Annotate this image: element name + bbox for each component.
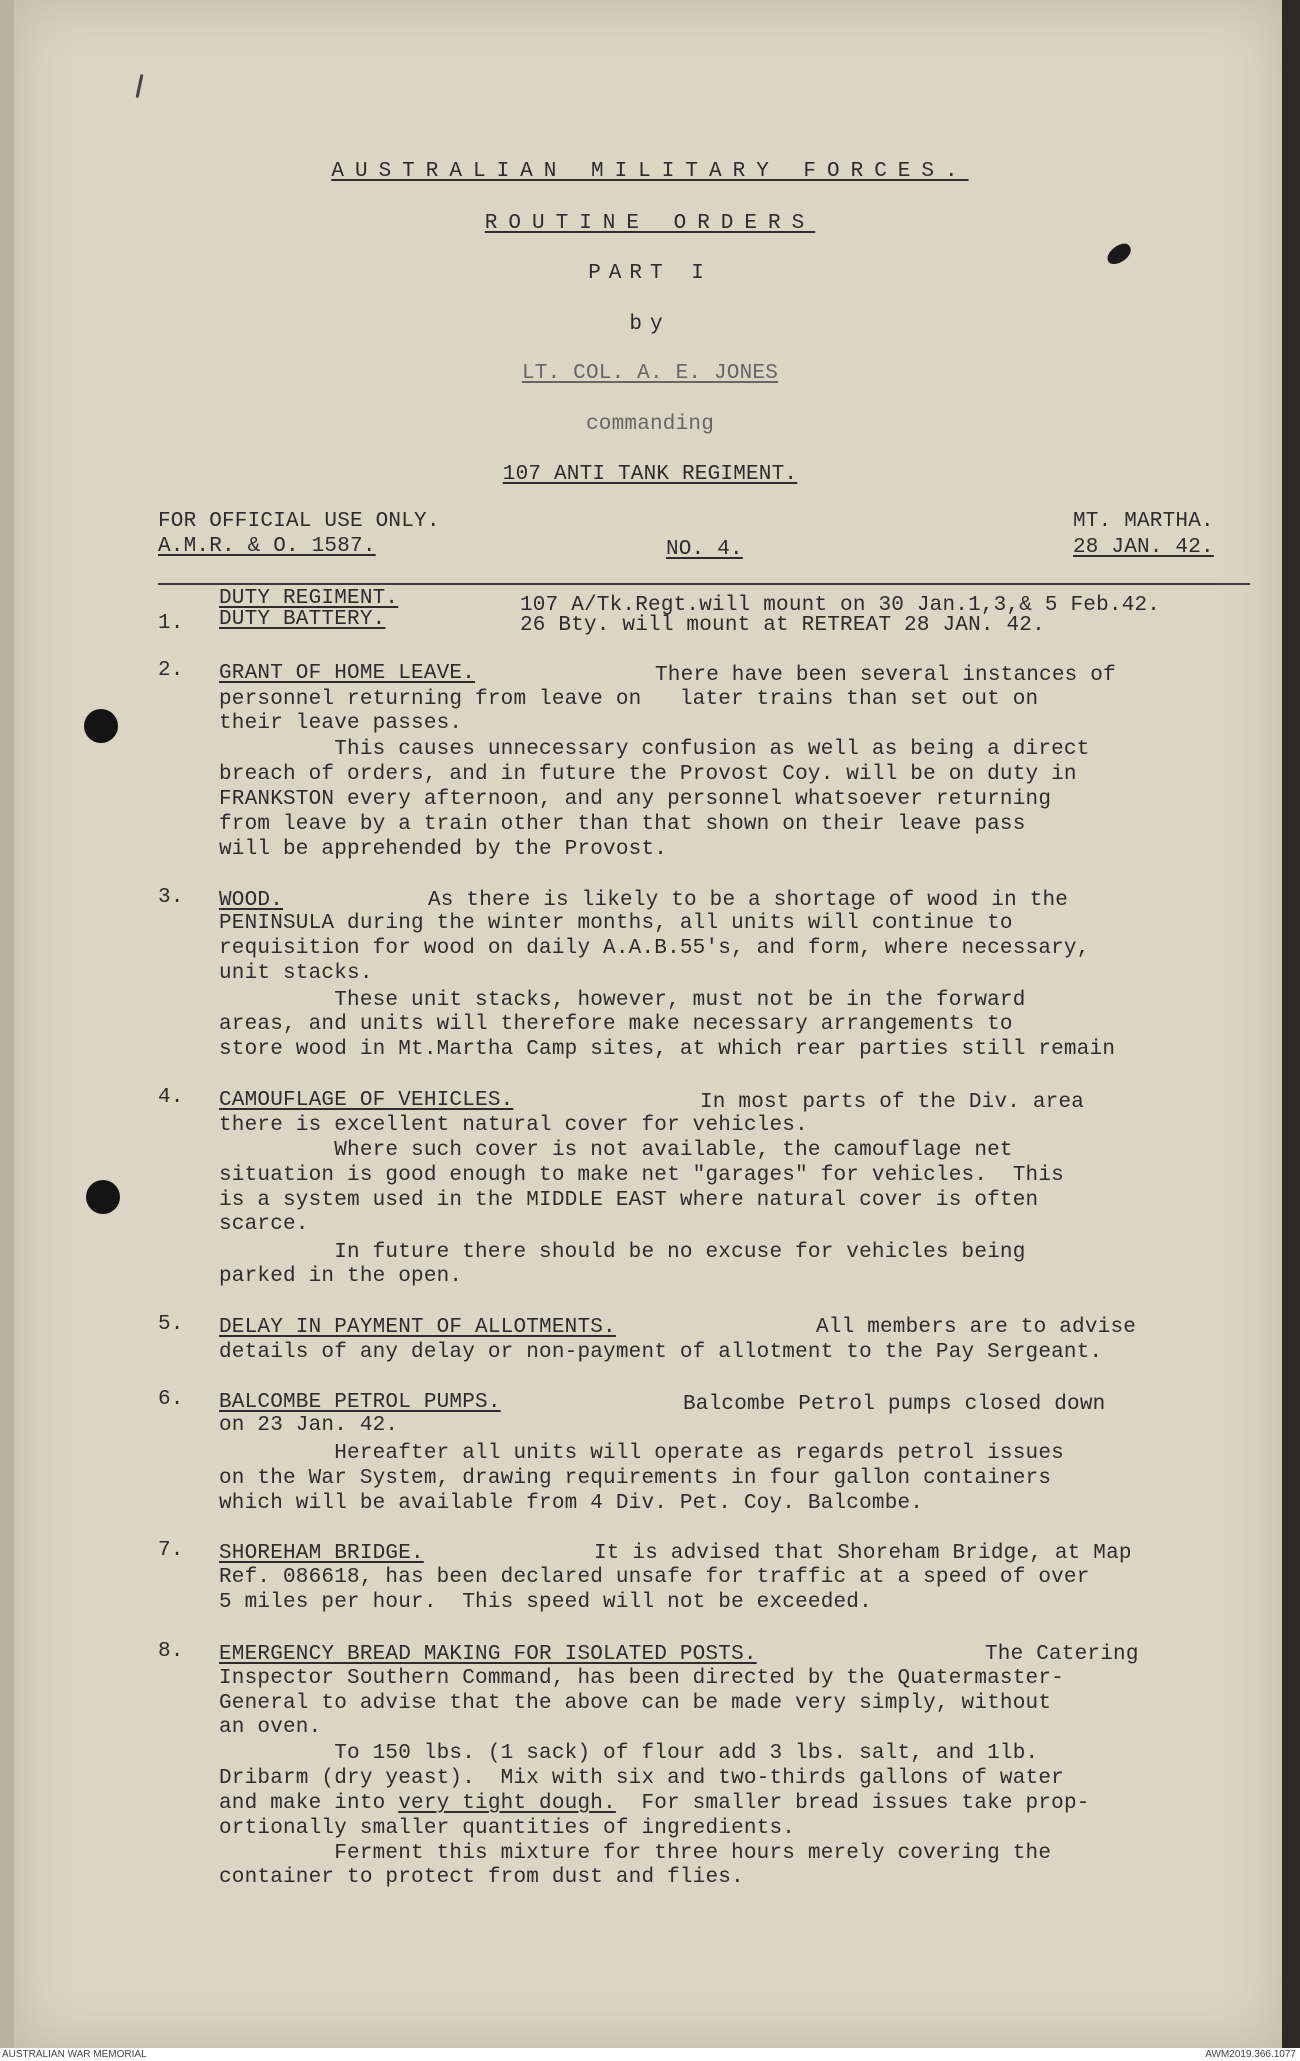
- order-heading: EMERGENCY BREAD MAKING FOR ISOLATED POSTS.: [219, 1643, 757, 1666]
- location: MT. MARTHA.: [1073, 510, 1214, 533]
- order-line: there is excellent natural cover for vehicles.: [219, 1114, 808, 1137]
- punch-hole-top: [84, 709, 118, 743]
- order-line: on the War System, drawing requirements in four gallon containers: [219, 1467, 1052, 1490]
- unit-name: 107 ANTI TANK REGIMENT.: [502, 463, 798, 486]
- order-line: parked in the open.: [219, 1265, 463, 1288]
- document-subtitle: ROUTINE ORDERS: [484, 212, 816, 235]
- order-line-end: For smaller bread issues take prop-: [615, 1792, 1090, 1815]
- footer-reference: AWM2019.366.1077: [1205, 2049, 1296, 2060]
- order-line: Ref. 086618, has been declared unsafe for traffic at a speed of over: [219, 1566, 1090, 1589]
- archive-footer: [0, 2048, 1300, 2061]
- order-line: Ferment this mixture for three hours merely covering the: [219, 1842, 1052, 1865]
- order-heading: WOOD.: [219, 889, 284, 912]
- order-heading: SHOREHAM BRIDGE.: [219, 1542, 424, 1565]
- order-line: an oven.: [219, 1716, 322, 1739]
- order-number: 8.: [158, 1640, 184, 1663]
- order-line: Dribarm (dry yeast). Mix with six and two-thirds gallons of water: [219, 1767, 1064, 1790]
- duty-battery-text: 26 Bty. will mount at RETREAT 28 JAN. 42.: [520, 614, 1045, 637]
- order-line: personnel returning from leave on later trains than set out on: [219, 688, 1039, 711]
- order-number: NO. 4.: [666, 538, 743, 561]
- amr-reference: A.M.R. & O. 1587.: [158, 535, 376, 558]
- order-line: which will be available from 4 Div. Pet. Coy. Balcombe.: [219, 1492, 924, 1515]
- order-heading: BALCOMBE PETROL PUMPS.: [219, 1391, 501, 1414]
- order-line: To 150 lbs. (1 sack) of flour add 3 lbs. salt, and 1lb.: [219, 1742, 1039, 1765]
- order-line: Inspector Southern Command, has been directed by the Quatermaster-: [219, 1667, 1064, 1690]
- order-date: 28 JAN. 42.: [1073, 536, 1214, 559]
- order-line: These unit stacks, however, must not be in the forward: [219, 989, 1026, 1012]
- order-line: requisition for wood on daily A.A.B.55's, and form, where necessary,: [219, 937, 1090, 960]
- order-line: details of any delay or non-payment of allotment to the Pay Sergeant.: [219, 1341, 1103, 1364]
- order-line: their leave passes.: [219, 712, 463, 735]
- order-number: 4.: [158, 1086, 184, 1109]
- document-title: AUSTRALIAN MILITARY FORCES.: [331, 160, 969, 183]
- order-line: Balcombe Petrol pumps closed down: [683, 1393, 1106, 1416]
- scan-edge: [1282, 0, 1300, 2048]
- order-line: All members are to advise: [816, 1316, 1137, 1339]
- order-line: areas, and units will therefore make necessary arrangements to: [219, 1013, 1013, 1036]
- order-line: 5 miles per hour. This speed will not be exceeded.: [219, 1591, 872, 1614]
- order-line: As there is likely to be a shortage of wood in the: [428, 889, 1069, 912]
- officer-name: LT. COL. A. E. JONES: [521, 362, 779, 385]
- order-line: store wood in Mt.Martha Camp sites, at which rear parties still remain: [219, 1038, 1116, 1061]
- order-line: unit stacks.: [219, 962, 373, 985]
- order-line-start: and make into: [219, 1792, 399, 1815]
- order-line: scarce.: [219, 1213, 309, 1236]
- order-line: Where such cover is not available, the camouflage net: [219, 1139, 1013, 1162]
- order-number: 6.: [158, 1388, 184, 1411]
- divider-rule: [158, 583, 1250, 585]
- official-use-label: FOR OFFICIAL USE ONLY.: [158, 510, 440, 533]
- order-line: is a system used in the MIDDLE EAST where natural cover is often: [219, 1189, 1039, 1212]
- by-label: by: [629, 313, 671, 336]
- order-line: Hereafter all units will operate as regards petrol issues: [219, 1442, 1064, 1465]
- order-line: It is advised that Shoreham Bridge, at Map: [594, 1542, 1132, 1565]
- emphasis-very-tight-dough: very tight dough.: [398, 1792, 616, 1815]
- order-line: This causes unnecessary confusion as well as being a direct: [219, 738, 1090, 761]
- footer-institution: AUSTRALIAN WAR MEMORIAL: [2, 2049, 147, 2060]
- order-line: General to advise that the above can be made very simply, without: [219, 1692, 1052, 1715]
- duty-battery-label: DUTY BATTERY.: [219, 608, 386, 631]
- order-heading: CAMOUFLAGE OF VEHICLES.: [219, 1089, 514, 1112]
- order-number: 2.: [158, 659, 184, 682]
- order-number: 5.: [158, 1313, 184, 1336]
- order-line: There have been several instances of: [655, 664, 1116, 687]
- order-line: ortionally smaller quantities of ingredients.: [219, 1817, 796, 1840]
- order-line: from leave by a train other than that shown on their leave pass: [219, 813, 1026, 836]
- duty-regiment-text: 107 A/Tk.Regt.will mount on 30 Jan.1,3,& 5 Feb.42.: [520, 594, 1161, 617]
- order-number: 7.: [158, 1539, 184, 1562]
- commanding-label: commanding: [585, 413, 715, 436]
- order-line: In most parts of the Div. area: [700, 1091, 1085, 1114]
- order-heading: GRANT OF HOME LEAVE.: [219, 662, 476, 685]
- order-line: will be apprehended by the Provost.: [219, 838, 668, 861]
- order-line: breach of orders, and in future the Provost Coy. will be on duty in: [219, 763, 1077, 786]
- punch-hole-bottom: [86, 1180, 120, 1214]
- order-number-1: 1.: [158, 612, 184, 635]
- order-line: In future there should be no excuse for vehicles being: [219, 1241, 1026, 1264]
- order-line: [219, 1792, 1090, 1816]
- duty-regiment-label: DUTY REGIMENT.: [219, 587, 399, 610]
- order-line: situation is good enough to make net "garages" for vehicles. This: [219, 1164, 1064, 1187]
- order-line: on 23 Jan. 42.: [219, 1414, 399, 1437]
- order-number: 3.: [158, 886, 184, 909]
- order-line: container to protect from dust and flies.: [219, 1866, 744, 1889]
- order-line: FRANKSTON every afternoon, and any personnel whatsoever returning: [219, 788, 1052, 811]
- part-label: PART I: [588, 262, 712, 285]
- order-line: The Catering: [985, 1643, 1139, 1666]
- order-line: PENINSULA during the winter months, all units will continue to: [219, 912, 1013, 935]
- order-heading: DELAY IN PAYMENT OF ALLOTMENTS.: [219, 1316, 616, 1339]
